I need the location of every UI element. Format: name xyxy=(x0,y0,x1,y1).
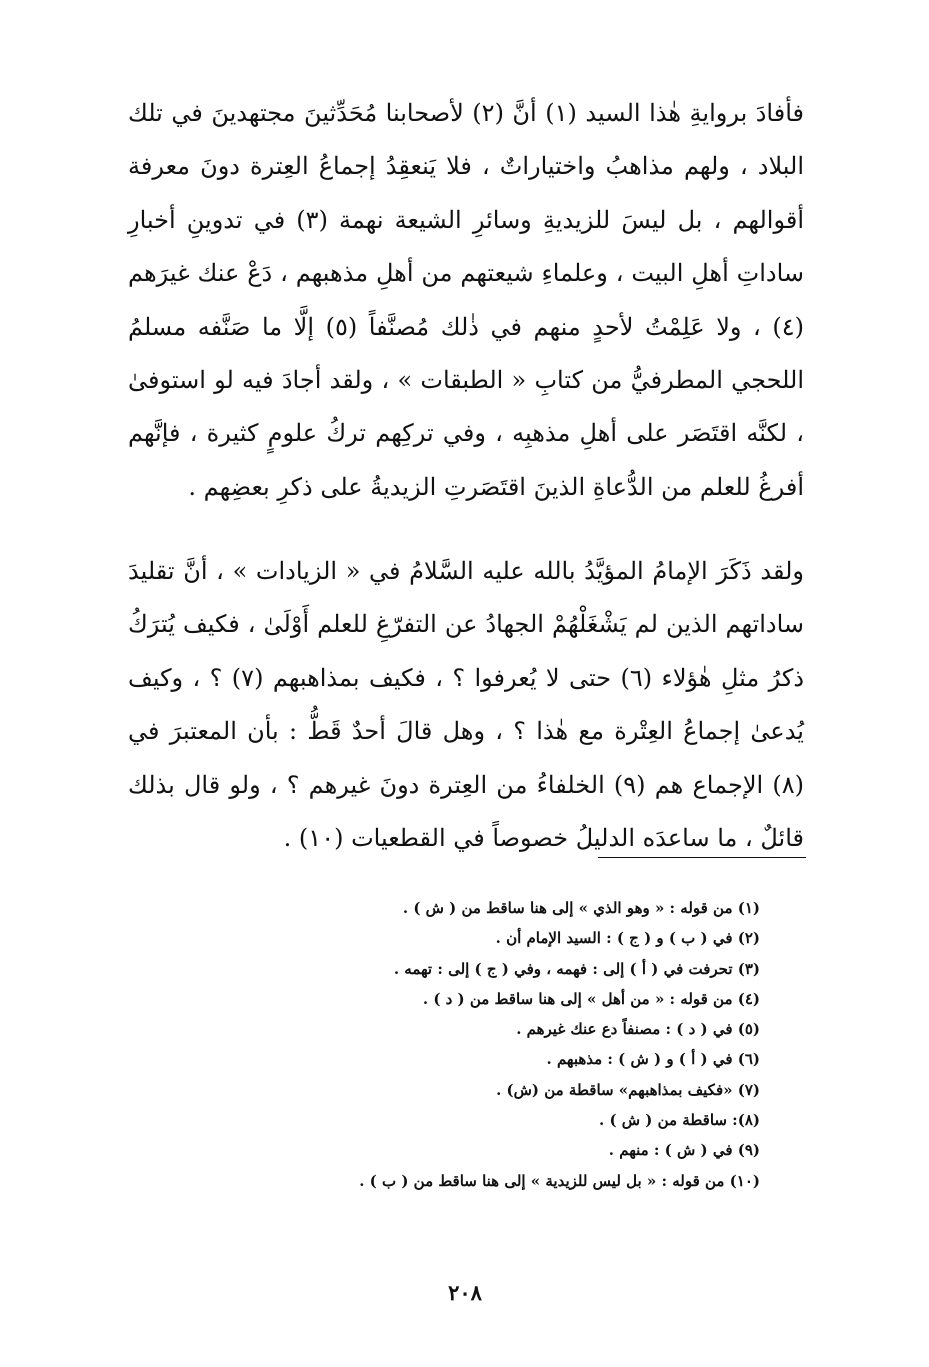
footnote-divider xyxy=(598,857,806,858)
footnote: (٥) في ( د ) : مصنفاً دع عنك غيرهم . xyxy=(516,1020,760,1039)
footnote: (١) من قوله : « وهو الذي » إلى هنا ساقط من ( ش ) . xyxy=(402,899,760,917)
footnote: (٨): ساقطة من ( ش ) . xyxy=(599,1111,760,1130)
body-paragraph-1: فأفادَ بروايةِ هٰذا السيد (١) أنَّ (٢) لأصحابنا مُحَدِّثينَ مجتهدينَ في تلك البلاد ، ولهم مذاهبُ واختياراتٌ ، فلا يَنعقِدُ إجماعُ العِترة دونَ معرفة أقوالهم ، بل ليسَ للزيديةِ وسائرِ الشيعة نهمة (٣) في تدوينِ أخبارِ ساداتِ أهلِ البيت ، وعلماءِ شيعتهم من أهلِ مذهبهم ، دَعْ عنك غيرَهم (٤) ، ولا عَلِمْتُ لأحدٍ منهم في ذٰلك مُصنَّفاً (٥) إلَّا ما صَنَّفه مسلمُ اللحجي المطرفيُّ من كتابِ « الطبقات » ، ولقد أجادَ فيه لو استوفىٰ ، لكنَّه اقتَصَر على أهلِ مذهبِه ، وفي تركِهم تركُ علومٍ كثيرة ، فإنَّهم أفرغُ للعلم من الدُّعاةِ الذينَ اقتَصَرتِ الزيديةُ على ذكرِ بعضِهم . xyxy=(128,99,805,501)
footnote: (٩) في ( ش ) : منهم . xyxy=(608,1141,760,1160)
footnote: (١٠) من قوله : « بل ليس للزيدية » إلى هنا ساقط من ( ب ) . xyxy=(359,1171,760,1190)
footnote: (٤) من قوله : « من أهل » إلى هنا ساقط من ( د ) . xyxy=(422,989,760,1008)
footnote: (٦) في ( أ ) و ( ش ) : مذهبهم . xyxy=(546,1050,760,1069)
footnote: (٣) تحرفت في ( أ ) إلى : فهمه ، وفي ( ج ) إلى : تهمه . xyxy=(393,959,760,978)
footnote: (٧) «فكيف بمذاهبهم» ساقطة من (ش) . xyxy=(496,1080,760,1099)
footnote: (٢) في ( ب ) و ( ج ) : السيد الإمام أن . xyxy=(495,929,760,948)
body-paragraph-2: ولقد ذَكَرَ الإمامُ المؤيَّدُ بالله عليه السَّلامُ في « الزيادات » ، أنَّ تقليدَ ساداتهم الذين لم يَشْغَلْهُمْ الجهادُ عن التفرّغِ للعلم أَوْلَىٰ ، فكيف يُترَكُ ذكرُ مثلِ هٰؤلاء (٦) حتى لا يُعرفوا ؟ ، فكيف بمذاهبهم (٧) ؟ ، وكيف يُدعىٰ إجماعُ العِتْرة مع هٰذا ؟ ، وهل قالَ أحدٌ قَطُّ : بأن المعتبرَ في (٨) الإجماع هم (٩) الخلفاءُ من العِترة دونَ غيرهم ؟ ، ولو قال بذلك قائلٌ ، ما ساعدَه الدليلُ خصوصاً في القطعيات (١٠) . xyxy=(128,557,805,853)
footnotes-list xyxy=(200,893,760,1196)
page-number: ٢٠٨ xyxy=(448,1280,482,1305)
